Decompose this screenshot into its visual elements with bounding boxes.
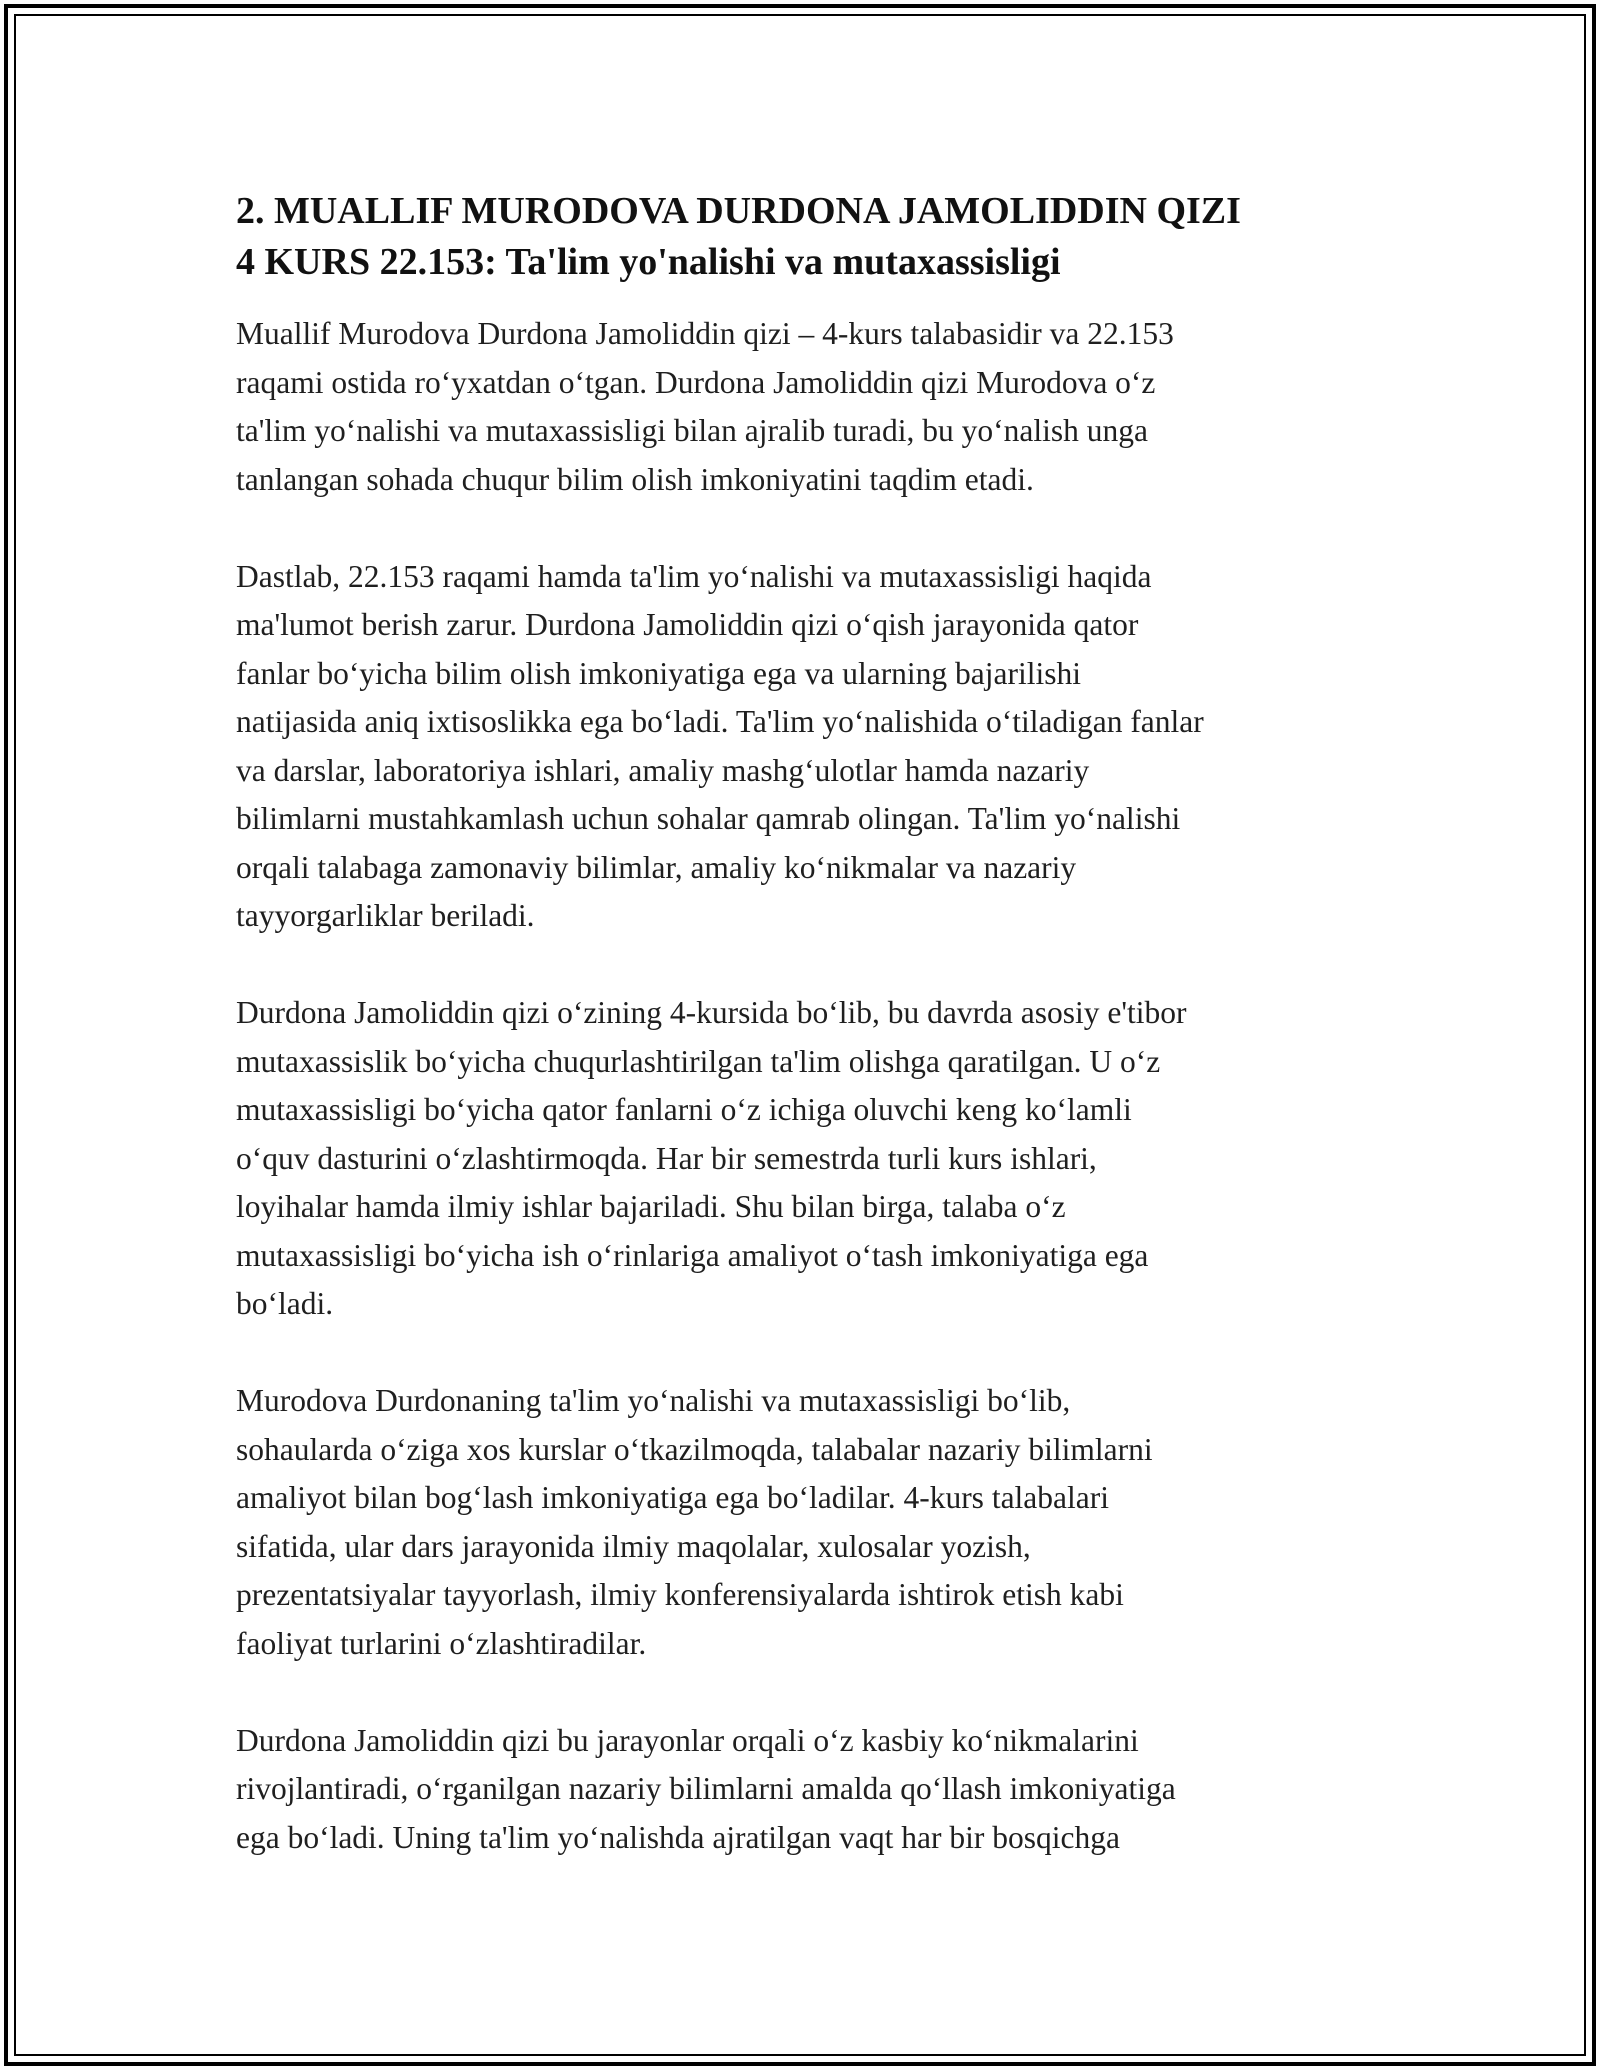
paragraph-3 (236, 989, 1386, 1329)
paragraph-1 (236, 310, 1386, 504)
title-line: 2. MUALLIF MURODOVA DURDONA JAMOLIDDIN QIZI (236, 190, 1241, 232)
paragraph-line: Dastlab, 22.153 raqami hamda ta'lim yo‘nalishi va mutaxassisligi haqida (236, 558, 1152, 594)
paragraph-line: Durdona Jamoliddin qizi bu jarayonlar orqali o‘z kasbiy ko‘nikmalarini (236, 1722, 1139, 1758)
title-line: 4 KURS 22.153: Ta'lim yo'nalishi va mutaxassisligi (236, 241, 1061, 283)
paragraph-line: orqali talabaga zamonaviy bilimlar, amaliy ko‘nikmalar va nazariy (236, 849, 1077, 885)
paragraph-line: rivojlantiradi, o‘rganilgan nazariy bilimlarni amalda qo‘llash imkoniyatiga (236, 1771, 1176, 1806)
paragraph-line: tayyorgarliklar beriladi. (236, 898, 535, 933)
paragraph-line: prezentatsiyalar tayyorlash, ilmiy konferensiyalarda ishtirok etish kabi (236, 1577, 1124, 1612)
paragraph-line: Murodova Durdonaning ta'lim yo‘nalishi va mutaxassisligi bo‘lib, (236, 1383, 1071, 1418)
paragraph-line: Muallif Murodova Durdona Jamoliddin qizi – 4-kurs talabasidir va 22.153 (236, 316, 1174, 351)
paragraph-line: raqami ostida ro‘yxatdan o‘tgan. Durdona Jamoliddin qizi Murodova o‘z (236, 364, 1156, 400)
paragraph-line: bilimlarni mustahkamlash uchun sohalar qamrab olingan. Ta'lim yo‘nalishi (236, 801, 1181, 836)
paragraph-line: natijasida aniq ixtisoslikka ega bo‘ladi. Ta'lim yo‘nalishida o‘tiladigan fanlar (236, 704, 1204, 739)
paragraph-line: sifatida, ular dars jarayonida ilmiy maqolalar, xulosalar yozish, (236, 1528, 1031, 1564)
paragraph-line: tanlangan sohada chuqur bilim olish imkoniyatini taqdim etadi. (236, 461, 1034, 497)
paragraph-line: amaliyot bilan bog‘lash imkoniyatiga ega bo‘ladilar. 4-kurs talabalari (236, 1480, 1109, 1515)
paragraph-line: o‘quv dasturini o‘zlashtirmoqda. Har bir semestrda turli kurs ishlari, (236, 1140, 1097, 1176)
paragraph-line: Durdona Jamoliddin qizi o‘zining 4-kursida bo‘lib, bu davrda asosiy e'tibor (236, 995, 1187, 1030)
document-title (236, 186, 1386, 288)
paragraph-line: ta'lim yo‘nalishi va mutaxassisligi bilan ajralib turadi, bu yo‘nalish unga (236, 413, 1149, 448)
paragraph-5 (236, 1717, 1386, 1863)
paragraph-line: ma'lumot berish zarur. Durdona Jamoliddin qizi o‘qish jarayonida qator (236, 607, 1139, 642)
paragraph-2 (236, 553, 1386, 941)
paragraph-line: loyihalar hamda ilmiy ishlar bajariladi. Shu bilan birga, talaba o‘z (236, 1189, 1066, 1224)
paragraph-line: mutaxassisligi bo‘yicha ish o‘rinlariga amaliyot o‘tash imkoniyatiga ega (236, 1237, 1149, 1273)
paragraph-line: faoliyat turlarini o‘zlashtiradilar. (236, 1625, 647, 1661)
paragraph-line: fanlar bo‘yicha bilim olish imkoniyatiga ega va ularning bajarilishi (236, 655, 1082, 691)
document-body (236, 186, 1386, 1911)
paragraph-line: sohaularda o‘ziga xos kurslar o‘tkazilmoqda, talabalar nazariy bilimlarni (236, 1431, 1153, 1467)
paragraph-line: bo‘ladi. (236, 1286, 334, 1321)
paragraph-line: mutaxassisligi bo‘yicha qator fanlarni o‘z ichiga oluvchi keng ko‘lamli (236, 1092, 1132, 1127)
paragraph-line: va darslar, laboratoriya ishlari, amaliy mashg‘ulotlar hamda nazariy (236, 752, 1090, 788)
paragraph-4 (236, 1377, 1386, 1668)
paragraph-line: mutaxassislik bo‘yicha chuqurlashtirilgan ta'lim olishga qaratilgan. U o‘z (236, 1043, 1161, 1079)
paragraph-line: ega bo‘ladi. Uning ta'lim yo‘nalishda ajratilgan vaqt har bir bosqichga (236, 1819, 1120, 1855)
